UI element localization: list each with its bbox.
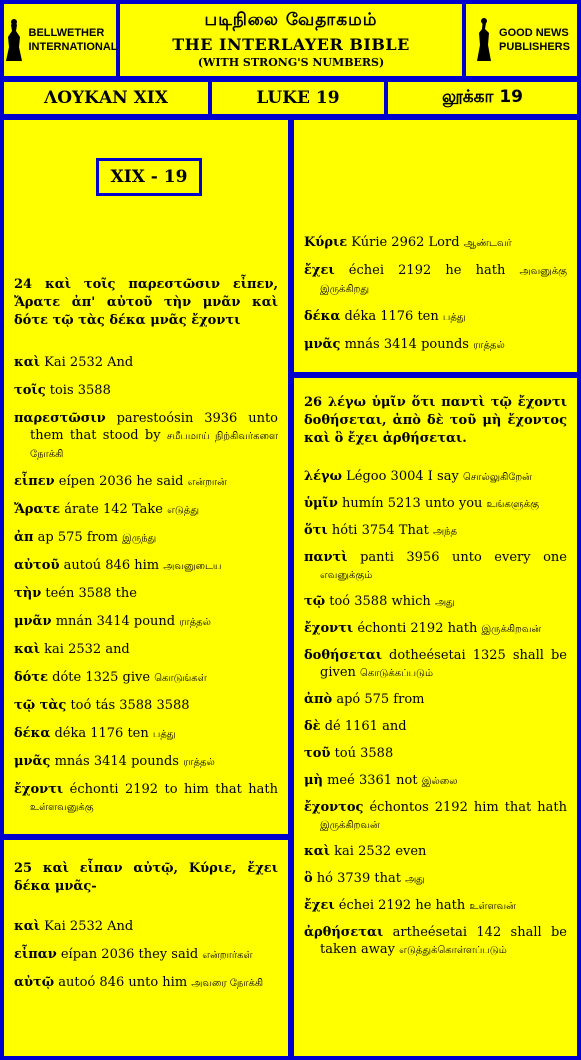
word-entry (14, 557, 278, 575)
greek-word: ἀπὸ (304, 692, 333, 707)
tamil-gloss: பத்து (152, 729, 176, 740)
panel-verse-24 (2, 118, 290, 836)
greek-word: δότε (14, 670, 48, 685)
word-entry (304, 468, 567, 486)
greek-word: ἔχοντος (304, 800, 364, 815)
tamil-gloss: சொல்லுகிறேன் (462, 472, 532, 483)
tamil-gloss: சமீபமாய் நிற்கிவர்களை நோக்கி (30, 431, 278, 460)
word-entry (14, 974, 278, 992)
word-entry (14, 473, 278, 491)
tamil-gloss: என்றான் (187, 477, 227, 488)
greek-word: τῷ (304, 594, 326, 609)
gloss: échei 2192 he hath (334, 263, 520, 278)
word-entry (14, 382, 278, 400)
left-logo-line2: INTERNATIONAL (28, 41, 118, 53)
gloss: toó tás 3588 3588 (66, 698, 190, 713)
greek-word: δοθήσεται (304, 648, 382, 663)
tamil-gloss: உள்ளவனுக்கு (30, 802, 94, 813)
greek-word: τὴν (14, 586, 42, 601)
word-entry (304, 772, 567, 790)
word-entry (14, 410, 278, 463)
greek-word: Κύριε (304, 235, 348, 250)
greek-word: αὐτοῦ (14, 558, 60, 573)
tamil-gloss: அவரை நோக்கி (191, 978, 264, 989)
tamil-gloss: அவனுடைய (163, 561, 222, 572)
verse-24-entries (14, 354, 278, 816)
verse-25-entries (14, 918, 278, 992)
gloss: meé 3361 not (322, 773, 422, 788)
gloss: échontos 2192 him that hath (363, 800, 567, 815)
greek-word: ἀρθήσεται (304, 925, 384, 940)
gloss: eípan 2036 they said (56, 947, 203, 962)
greek-word: αὐτῷ (14, 975, 55, 990)
publisher-figure-icon (473, 17, 495, 63)
greek-word: Ἄρατε (14, 502, 61, 517)
gloss: échonti 2192 to him that hath (63, 782, 278, 797)
word-entry (14, 725, 278, 743)
tamil-gloss: அந்த (432, 526, 457, 537)
greek-word: καὶ (304, 844, 331, 859)
gloss: eípen 2036 he said (54, 474, 188, 489)
word-entry (14, 669, 278, 687)
gloss: parestoósin 3936 unto them that stood by (30, 411, 278, 443)
word-entry (304, 593, 567, 611)
tamil-gloss: இருக்கிறவன் (481, 624, 542, 635)
greek-word: μὴ (304, 773, 323, 788)
tamil-gloss: அது (405, 874, 425, 885)
greek-word: παρεστῶσιν (14, 411, 106, 426)
gloss: kai 2532 even (330, 844, 427, 859)
ref-greek: ΛΟΥΚΑΝ XIX (2, 80, 210, 116)
gloss: Kúrie 2962 Lord (347, 235, 464, 250)
word-entry (14, 354, 278, 372)
gloss: Kai 2532 And (40, 355, 134, 370)
word-entry (14, 781, 278, 816)
word-entry (304, 870, 567, 888)
word-entry (14, 501, 278, 519)
gloss: apó 575 from (332, 692, 425, 707)
greek-word: τῷ τὰς (14, 698, 67, 713)
word-entry (14, 585, 278, 603)
tamil-gloss: கொடுங்கள் (154, 673, 207, 684)
panel-verse-26 (292, 376, 579, 1058)
gloss: échei 2192 he hath (334, 898, 470, 913)
tamil-gloss: ராத்தல் (473, 340, 505, 351)
greek-word: μνᾶν (14, 614, 52, 629)
left-logo-line1: BELLWETHER (28, 27, 105, 39)
right-logo-line2: PUBLISHERS (499, 41, 570, 53)
greek-word: ὑμῖν (304, 496, 338, 511)
gloss: déka 1176 ten (50, 726, 153, 741)
greek-word: ὅτι (304, 523, 328, 538)
word-entry (14, 697, 278, 715)
tamil-gloss: இருக்கிறவன் (320, 820, 380, 831)
title-main: THE INTERLAYER BIBLE (172, 35, 410, 54)
ref-tamil: லூக்கா 19 (386, 80, 579, 116)
tamil-gloss: உங்களுக்கு (486, 499, 539, 510)
word-entry (304, 308, 567, 326)
gloss: autoú 846 him (59, 558, 164, 573)
word-entry (304, 336, 567, 354)
gloss: árate 142 Take (60, 502, 168, 517)
tamil-gloss: உள்ளவன் (469, 901, 516, 912)
greek-word: ἔχοντι (304, 621, 354, 636)
gloss: toú 3588 (330, 746, 394, 761)
tamil-gloss: இல்லை (421, 776, 458, 787)
word-entry (304, 549, 567, 584)
word-entry (304, 843, 567, 861)
gloss: dotheésetai 1325 shall be given (320, 648, 567, 680)
word-entry (304, 718, 567, 736)
word-entry (304, 647, 567, 682)
gloss: artheésetai 142 shall be taken away (320, 925, 567, 957)
verse-26-text: 26 λέγω ὑμῖν ὅτι παντὶ τῷ ἔχοντι δοθήσεται, ἀπὸ δὲ τοῦ μὴ ἔχοντος καὶ ὃ ἔχει ἀρθήσεται. (304, 395, 567, 446)
word-entry (304, 262, 567, 298)
title-sub: (WITH STRONG'S NUMBERS) (197, 56, 385, 69)
gloss: kai 2532 and (40, 642, 130, 657)
word-entry (14, 946, 278, 964)
tamil-gloss: ராத்தல் (183, 757, 215, 768)
word-entry (304, 620, 567, 638)
word-entry (304, 799, 567, 834)
tamil-gloss: எடுத்துக்கொள்ளப்படும் (399, 945, 507, 956)
bellwether-figure-icon (3, 17, 25, 63)
tamil-gloss: ராத்தல் (179, 617, 211, 628)
title-box (118, 2, 464, 78)
greek-word: μνᾶς (14, 754, 51, 769)
tamil-gloss: அது (434, 597, 455, 608)
verse-24-text: 24 καὶ τοῖς παρεστῶσιν εἶπεν, Ἄρατε ἀπ' αὐτοῦ τὴν μνᾶν καὶ δότε τῷ τὰς δέκα μνᾶς ἔχοντι (14, 277, 278, 328)
gloss: hóti 3754 That (327, 523, 433, 538)
ref-english: LUKE 19 (210, 80, 386, 116)
tamil-gloss: இருந்து (122, 533, 157, 544)
word-entry (14, 753, 278, 771)
greek-word: καὶ (14, 919, 41, 934)
gloss: déka 1176 ten (340, 309, 443, 324)
tamil-gloss: எவனுக்கும் (320, 570, 373, 581)
gloss: humín 5213 unto you (337, 496, 487, 511)
greek-word: λέγω (304, 469, 342, 484)
gloss: hó 3739 that (312, 871, 406, 886)
word-entry (14, 918, 278, 936)
word-entry (14, 529, 278, 547)
greek-word: ἔχει (304, 263, 335, 278)
greek-word: ἔχει (304, 898, 335, 913)
word-entry (304, 522, 567, 540)
word-entry (14, 641, 278, 659)
verse-26-entries (304, 468, 567, 959)
right-logo (464, 2, 579, 78)
gloss: mnás 3414 pounds (340, 337, 474, 352)
greek-word: ὃ (304, 871, 313, 886)
continuation-entries (304, 234, 567, 354)
tamil-gloss: ஆண்டவர் (463, 238, 512, 249)
word-entry (304, 495, 567, 513)
greek-word: παντὶ (304, 550, 348, 565)
gloss: Légoo 3004 I say (341, 469, 463, 484)
gloss: Kai 2532 And (40, 919, 134, 934)
gloss: échonti 2192 hath (353, 621, 482, 636)
left-logo (2, 2, 118, 78)
gloss: ap 575 from (33, 530, 123, 545)
gloss: mnás 3414 pounds (50, 754, 184, 769)
word-entry (304, 897, 567, 915)
title-tamil: படிநிலை வேதாகமம் (204, 10, 378, 30)
greek-word: δέκα (14, 726, 51, 741)
tamil-gloss: கொடுக்கப்படும் (360, 668, 434, 679)
greek-word: δὲ (304, 719, 321, 734)
tamil-gloss: என்றார்கள் (202, 950, 253, 961)
verse-label: XIX - 19 (96, 158, 202, 196)
greek-word: ἀπ (14, 530, 34, 545)
gloss: autoó 846 unto him (54, 975, 192, 990)
gloss: toó 3588 which (325, 594, 435, 609)
gloss: dé 1161 and (320, 719, 407, 734)
tamil-gloss: பத்து (442, 312, 466, 323)
verse-25-text: 25 καὶ εἶπαν αὐτῷ, Κύριε, ἔχει δέκα μνᾶς- (14, 861, 278, 894)
word-entry (304, 745, 567, 763)
greek-word: εἶπαν (14, 947, 57, 962)
greek-word: ἔχοντι (14, 782, 64, 797)
right-logo-line1: GOOD NEWS (499, 27, 569, 39)
greek-word: καὶ (14, 355, 41, 370)
gloss: teén 3588 the (41, 586, 137, 601)
word-entry (304, 924, 567, 959)
greek-word: δέκα (304, 309, 341, 324)
greek-word: καὶ (14, 642, 41, 657)
greek-word: τοῦ (304, 746, 331, 761)
tamil-gloss: அவனுக்கு இருக்கிறது (320, 266, 567, 295)
gloss: tois 3588 (45, 383, 111, 398)
panel-verse-25 (2, 838, 290, 1058)
word-entry (304, 234, 567, 252)
greek-word: εἶπεν (14, 474, 55, 489)
gloss: dóte 1325 give (48, 670, 155, 685)
greek-word: τοῖς (14, 383, 46, 398)
word-entry (14, 613, 278, 631)
tamil-gloss: எடுத்து (167, 505, 199, 516)
gloss: panti 3956 unto every one (347, 550, 567, 565)
gloss: mnán 3414 pound (51, 614, 180, 629)
panel-continuation (292, 118, 579, 374)
greek-word: μνᾶς (304, 337, 341, 352)
word-entry (304, 691, 567, 709)
